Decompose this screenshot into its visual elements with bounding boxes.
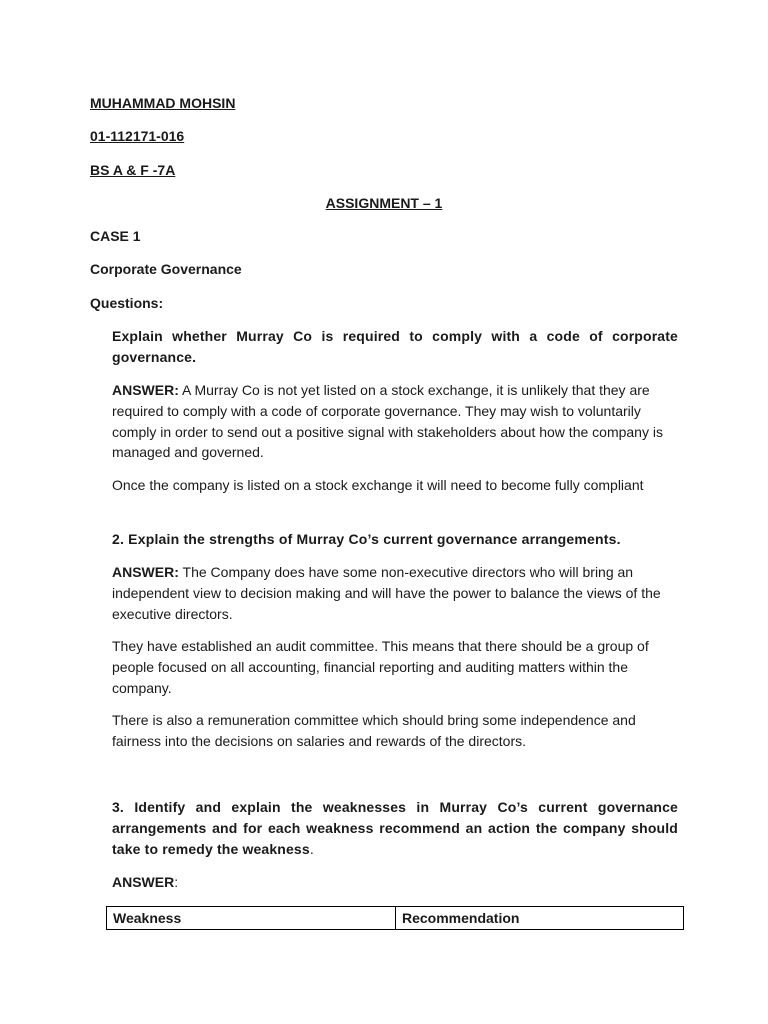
- answer-label: ANSWER: [112, 874, 175, 890]
- weakness-recommendation-table: [106, 906, 684, 930]
- answer-colon: :: [174, 874, 179, 890]
- answer-text: The Company does have some non-executive directors who will bring an independent view to decision making and will have the power to balance the views of the executive directors.: [112, 564, 661, 622]
- case-label: CASE 1: [90, 228, 141, 244]
- answer-1-followup: Once the company is listed on a stock exchange it will need to become fully compliant: [112, 477, 644, 493]
- table-header-row: [107, 907, 684, 930]
- question-3: [112, 797, 678, 859]
- assignment-title: ASSIGNMENT – 1: [325, 195, 443, 211]
- answer-1: [112, 380, 678, 463]
- answer-2-audit-committee: They have established an audit committee. This means that there should be a group of people focused on all accounting, financial reporting and auditing matters within the company.: [112, 638, 649, 696]
- questions-label: Questions:: [90, 295, 164, 311]
- question-3-text: 3. Identify and explain the weaknesses in Murray Co’s current governance arrangements and for each weakness recommend an action the company should take to remedy the weakness: [112, 799, 678, 857]
- answer-label: ANSWER:: [112, 564, 179, 580]
- program-section: BS A & F -7A: [90, 162, 176, 178]
- answer-2-remuneration-committee: There is also a remuneration committee which should bring some independence and fairness into the decisions on salaries and rewards of the directors.: [112, 712, 636, 749]
- topic-label: Corporate Governance: [90, 261, 242, 277]
- recommendation-header: Recommendation: [396, 907, 684, 930]
- answer-2: [112, 562, 678, 624]
- student-name: MUHAMMAD MOHSIN: [90, 95, 236, 111]
- student-id: 01-112171-016: [90, 128, 185, 144]
- question-2: 2. Explain the strengths of Murray Co’s current governance arrangements.: [112, 531, 621, 547]
- answer-text: A Murray Co is not yet listed on a stock exchange, it is unlikely that they are required to comply with a code of corporate governance. They may wish to voluntarily comply in order to send out a positive signal with stakeholders about how the company is managed and governed.: [112, 382, 663, 461]
- answer-3-label: [112, 873, 178, 891]
- question-1: Explain whether Murray Co is required to comply with a code of corporate governance.: [112, 328, 678, 365]
- answer-label: ANSWER:: [112, 382, 179, 398]
- question-3-period: .: [309, 840, 314, 857]
- weakness-header: Weakness: [107, 907, 396, 930]
